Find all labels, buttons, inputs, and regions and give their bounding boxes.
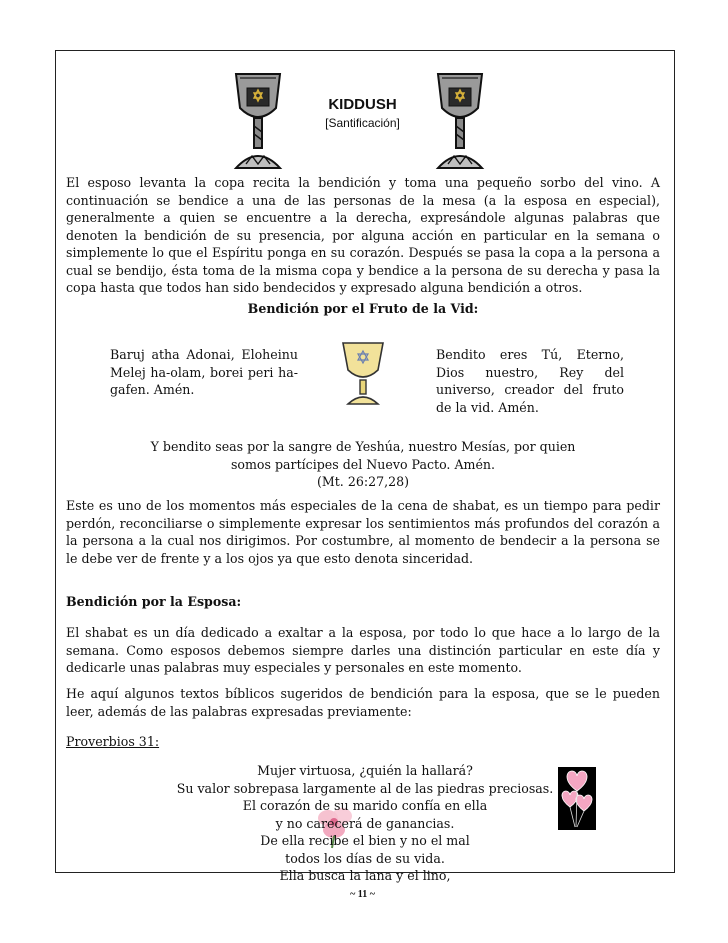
blood-blessing-line1: Y bendito seas por la sangre de Yeshúa, nuestro Mesías, por quien bbox=[150, 439, 576, 454]
verse-line: El corazón de su marido confía en ella bbox=[242, 798, 488, 813]
wife-blessing-paragraph1: El shabat es un día dedicado a exaltar a la esposa, por todo lo que hace a lo largo de la semana. Como esposos debemos siempre darles una distinción particular en este día y dedicarle unas palabras muy especiales y personales en este momento. bbox=[66, 625, 660, 675]
wine-cup-icon bbox=[340, 340, 386, 408]
verse-line: Su valor sobrepasa largamente al de las piedras preciosas. bbox=[176, 780, 554, 796]
heart-balloons-icon bbox=[558, 767, 596, 830]
hebrew-blessing-text: Baruj atha Adonai, Eloheinu Melej ha-olam, borei peri ha-gafen. Amén. bbox=[110, 347, 298, 397]
wife-blessing-heading: Bendición por la Esposa: bbox=[66, 594, 242, 609]
page-subtitle: [Santificación] bbox=[325, 116, 400, 130]
vine-blessing-heading: Bendición por el Fruto de la Vid: bbox=[247, 301, 479, 316]
goblet-left-icon bbox=[232, 68, 284, 173]
goblet-right-icon bbox=[434, 68, 486, 173]
verse-line: Ella busca la lana y el lino, bbox=[279, 868, 451, 883]
page-number: ~ 11 ~ bbox=[350, 889, 375, 900]
spanish-blessing-text: Bendito eres Tú, Eterno, Dios nuestro, Rey del universo, creador del fruto de la vid. Amén. bbox=[436, 347, 624, 415]
verse-line: y no carecerá de ganancias. bbox=[275, 815, 455, 831]
proverbs-label: Proverbios 31: bbox=[66, 734, 160, 749]
verse-line: todos los días de su vida. bbox=[285, 850, 445, 866]
page-title: KIDDUSH bbox=[328, 96, 397, 113]
intro-paragraph: El esposo levanta la copa recita la bendición y toma una pequeño sorbo del vino. A continuación se bendice a una de las personas de la mesa (a la esposa en especial), generalmente a quien se encuentre a la derecha, expresándole algunas palabras que denoten la bendición de su presencia, por alguna acción en particular en la semana o simplemente lo que el Espíritu ponga en su corazón. Después se pasa la copa a la persona a cual se bendijo, ésta toma de la misma copa y bendice a la persona de su derecha y pasa la copa hasta que todos han sido bendecidos y expresado alguna bendición a otros. bbox=[66, 175, 660, 295]
wife-blessing-paragraph2: He aquí algunos textos bíblicos sugeridos de bendición para la esposa, que se le pueden leer, además de las palabras expresadas previamente: bbox=[66, 686, 660, 719]
special-moment-paragraph: Este es uno de los momentos más especiales de la cena de shabat, es un tiempo para pedir perdón, reconciliarse o simplemente expresar los sentimientos más profundos del corazón a la persona a la cual nos dirigimos. Por costumbre, al momento de bendecir a la persona se le debe ver de frente y a los ojos ya que esto denota sinceridad. bbox=[66, 498, 660, 566]
verse-line: De ella recibe el bien y no el mal bbox=[260, 833, 470, 848]
blood-blessing-line2: somos partícipes del Nuevo Pacto. Amén. bbox=[230, 456, 496, 472]
scripture-reference: (Mt. 26:27,28) bbox=[316, 474, 410, 489]
verse-line: Mujer virtuosa, ¿quién la hallará? bbox=[257, 763, 473, 778]
